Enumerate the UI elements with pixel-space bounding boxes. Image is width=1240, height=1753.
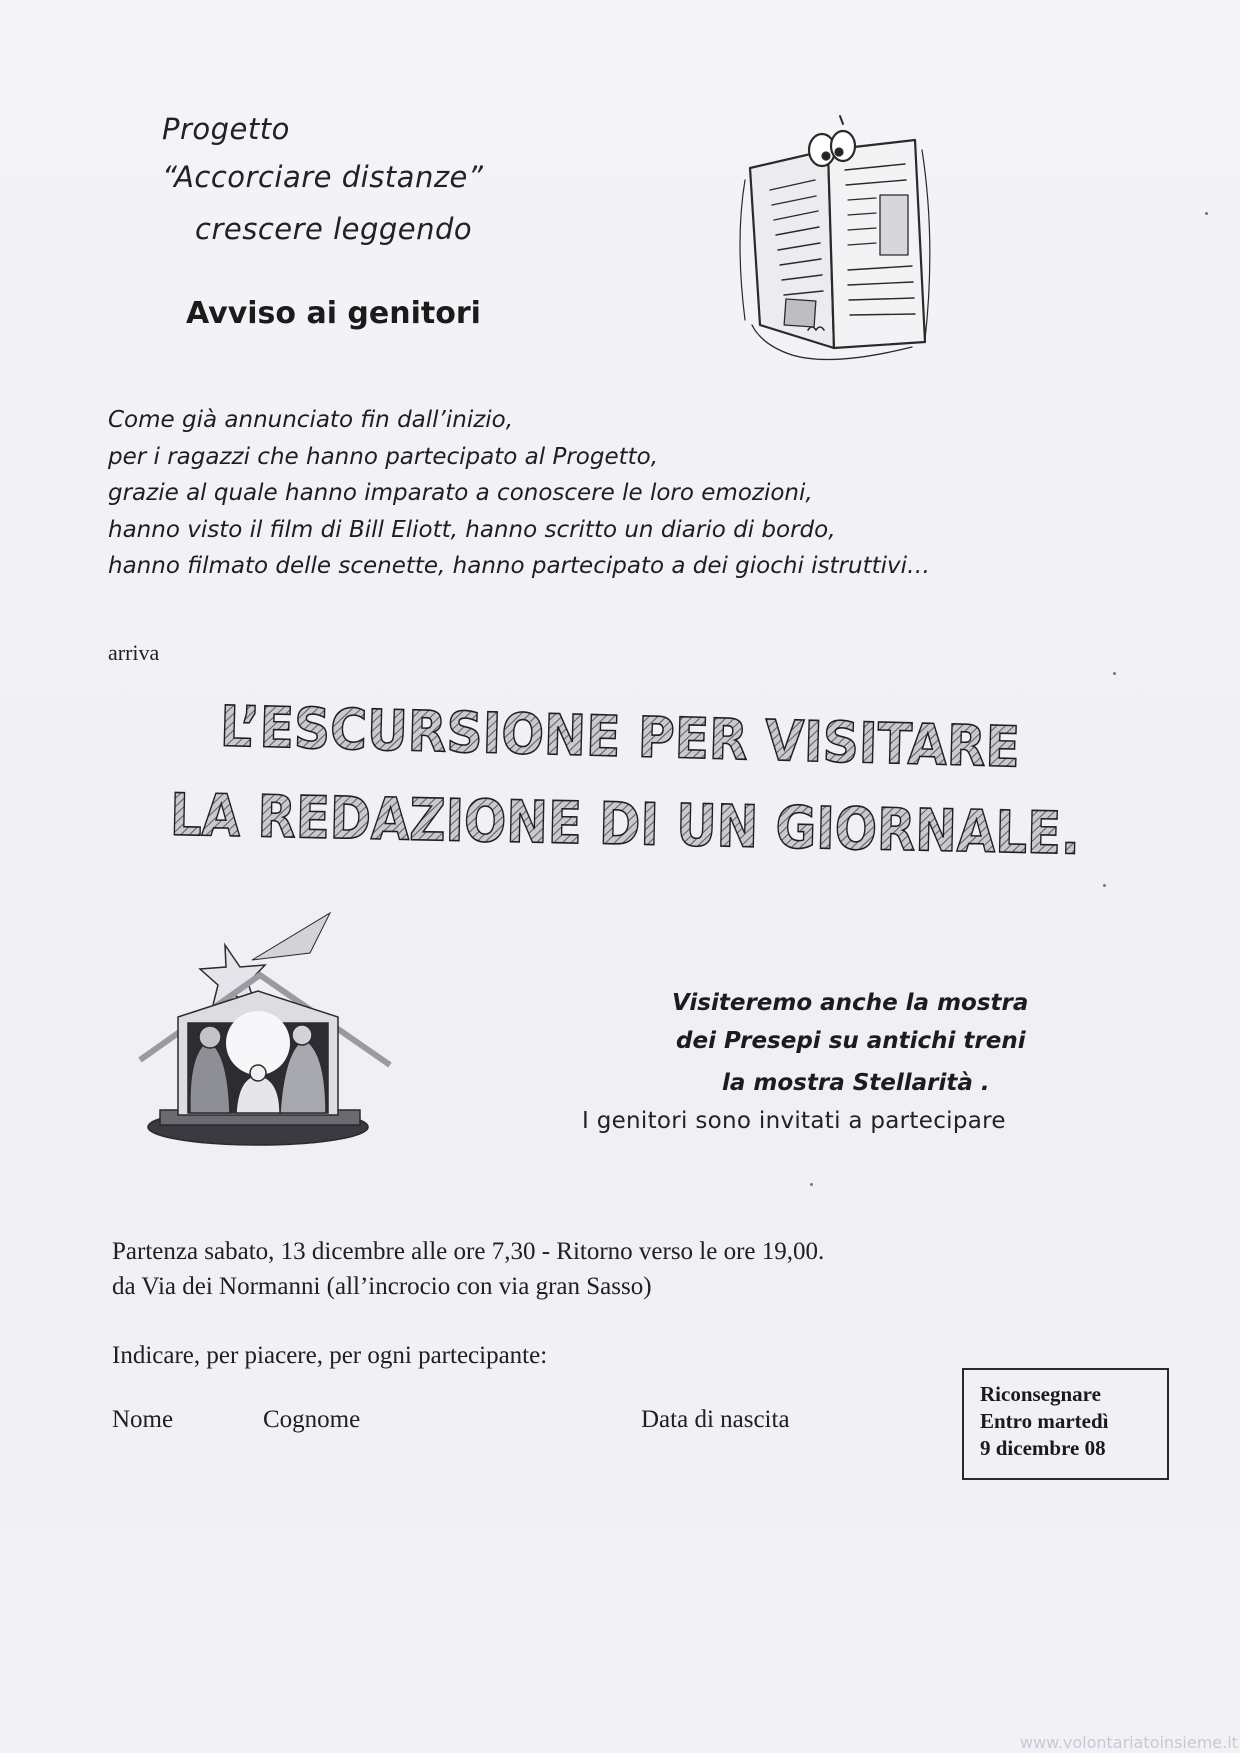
project-name: “Accorciare distanze” [162,160,484,194]
parents-invitation: I genitori sono invitati a partecipare [582,1108,1006,1134]
form-col-name: Nome [112,1406,174,1433]
arriva-text: arriva [108,640,160,665]
scan-speck [810,1183,813,1186]
return-deadline-box [962,1368,1169,1480]
intro-line: grazie al quale hanno imparato a conoscere le loro emozioni, [108,480,813,506]
intro-line: per i ragazzi che hanno partecipato al Progetto, [108,443,659,470]
scan-speck [1205,212,1208,215]
notice-title: Avviso ai genitori [186,296,481,331]
intro-line: hanno filmato delle scenette, hanno partecipato a dei giochi istruttivi… [108,553,931,579]
intro-line: Come già annunciato fin dall’inizio, [108,407,514,433]
form-col-surname: Cognome [263,1406,361,1433]
excursion-headline [169,676,1233,886]
form-col-birthdate: Data di nascita [641,1406,790,1433]
return-line: 9 dicembre 08 [980,1436,1106,1460]
nativity-illustration [140,905,410,1155]
newspaper-reader-illustration [730,110,940,370]
departure-time: Partenza sabato, 13 dicembre alle ore 7,30 - Ritorno verso le ore 19,00. [112,1238,825,1265]
return-line: Entro martedì [980,1409,1109,1433]
departure-place: da Via dei Normanni (all’incrocio con via gran Sasso) [112,1273,652,1300]
headline-line-2: LA REDAZIONE DI UN GIORNALE. [169,780,1233,871]
return-line: Riconsegnare [980,1382,1101,1406]
headline-line-1: L’ESCURSIONE PER VISITARE [219,694,1113,783]
project-label: Progetto [162,112,290,146]
project-subtitle: crescere leggendo [195,212,473,246]
scan-speck [1103,884,1106,887]
visit-line: Visiteremo anche la mostra [672,990,1029,1016]
visit-line: la mostra Stellarità . [722,1070,990,1096]
intro-paragraph [108,402,1108,585]
form-instruction: Indicare, per piacere, per ogni partecipante: [112,1342,548,1369]
scan-speck [1113,672,1116,675]
intro-line: hanno visto il film di Bill Eliott, hanno scritto un diario di bordo, [108,516,836,543]
visit-line: dei Presepi su antichi treni [676,1028,1026,1054]
watermark: www.volontariatoinsieme.it [1020,1733,1238,1752]
